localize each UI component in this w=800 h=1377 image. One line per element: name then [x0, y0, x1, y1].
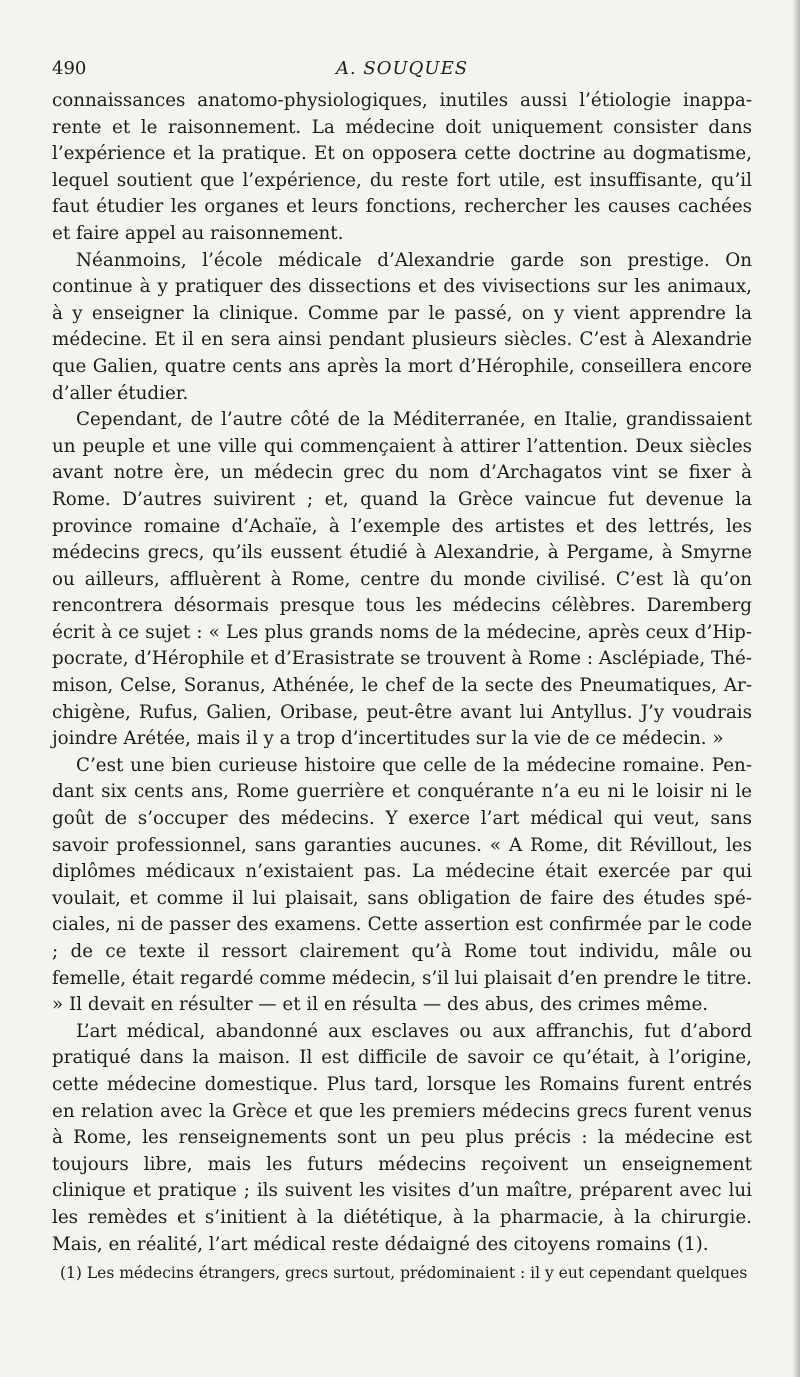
paragraph: Néanmoins, l’école médicale d’Alexandrie garde son prestige. On continue à y pratiquer des dissections et des vivisections sur les animaux, à y enseigner la clinique. Comme par le passé, on y vient apprendre la médecine. Et il en sera ainsi pendant plusieurs siècles. C’est à Alexandrie que Galien, quatre cents ans après la mort d’Hérophile, conseillera encore d’aller étudier. — [52, 249, 752, 404]
page-header — [52, 58, 752, 84]
footnote: (1) Les médecins étrangers, grecs surtout, prédominaient : il y eut cependant quelques — [60, 1264, 748, 1282]
paragraph: L’art médical, abandonné aux esclaves ou aux affranchis, fut d’abord pratiqué dans la maison. Il est difficile de savoir ce qu’était, à l’origine, cette médecine domestique. Plus tard, lorsque les Romains furent entrés en relation avec la Grèce et que les premiers médecins grecs furent venus à Rome, les renseignements sont un peu plus précis : la médecine est toujours libre, mais les futurs médecins reçoivent un enseignement clinique et pratique ; ils suivent les visites d’un maître, préparent avec lui les remèdes et s’initient à la diététique, à la pharmacie, à la chirurgie. Mais, en réalité, l’art médical reste dédaigné des citoyens romains (1). — [52, 1020, 752, 1255]
running-head: A. SOUQUES — [335, 58, 469, 79]
page-edge-shadow — [792, 0, 800, 1377]
body-text — [52, 88, 752, 1258]
page-number: 490 — [52, 58, 87, 79]
paragraph: C’est une bien curieuse histoire que celle de la médecine romaine. Pendant six cents ans, Rome guerrière et conquérante n’a eu ni le loisir ni le goût de s’occuper des médecins. Y exerce l’art médical qui veut, sans savoir professionnel, sans garanties aucunes. « A Rome, dit Révillout, les diplômes médicaux n’existaient pas. La médecine était exercée par qui voulait, et comme il lui plaisait, sans obligation de faire des études spéciales, ni de passer des examens. Cette assertion est confirmée par le code ; de ce texte il ressort clairement qu’à Rome tout individu, mâle ou femelle, était regardé comme médecin, s’il lui plaisait d’en prendre le titre. » Il devait en résulter — et il en résulta — des abus, des crimes même. — [52, 754, 752, 1016]
paragraph: Cependant, de l’autre côté de la Méditerranée, en Italie, grandissaient un peuple et une ville qui commençaient à attirer l’attention. Deux siècles avant notre ère, un médecin grec du nom d’Archagatos vint se fixer à Rome. D’autres suivirent ; et, quand la Grèce vaincue fut devenue la province romaine d’Achaïe, à l’exemple des artistes et des lettrés, les médecins grecs, qu’ils eussent étudié à Alexandrie, à Pergame, à Smyrne ou ailleurs, affluèrent à Rome, centre du monde civilisé. C’est là qu’on rencontrera désormais presque tous les médecins célèbres. Daremberg écrit à ce sujet : « Les plus grands noms de la médecine, après ceux d’Hippocrate, d’Hérophile et d’Erasistrate se trouvent à Rome : Asclépiade, Thémison, Celse, Soranus, Athénée, le chef de la secte des Pneumatiques, Archigène, Rufus, Galien, Oribase, peut-être avant lui Antyllus. J’y voudrais joindre Arétée, mais il y a trop d’incertitudes sur la vie de ce médecin. » — [52, 409, 752, 750]
paragraph: connaissances anatomo-physiologiques, inutiles aussi l’étiologie inapparente et le raisonnement. La médecine doit uniquement consister dans l’expérience et la pratique. Et on opposera cette doctrine au dogmatisme, lequel soutient que l’expérience, du reste fort utile, est insuffisante, qu’il faut étudier les organes et leurs fonctions, rechercher les causes cachées et faire appel au raisonnement. — [52, 90, 752, 244]
